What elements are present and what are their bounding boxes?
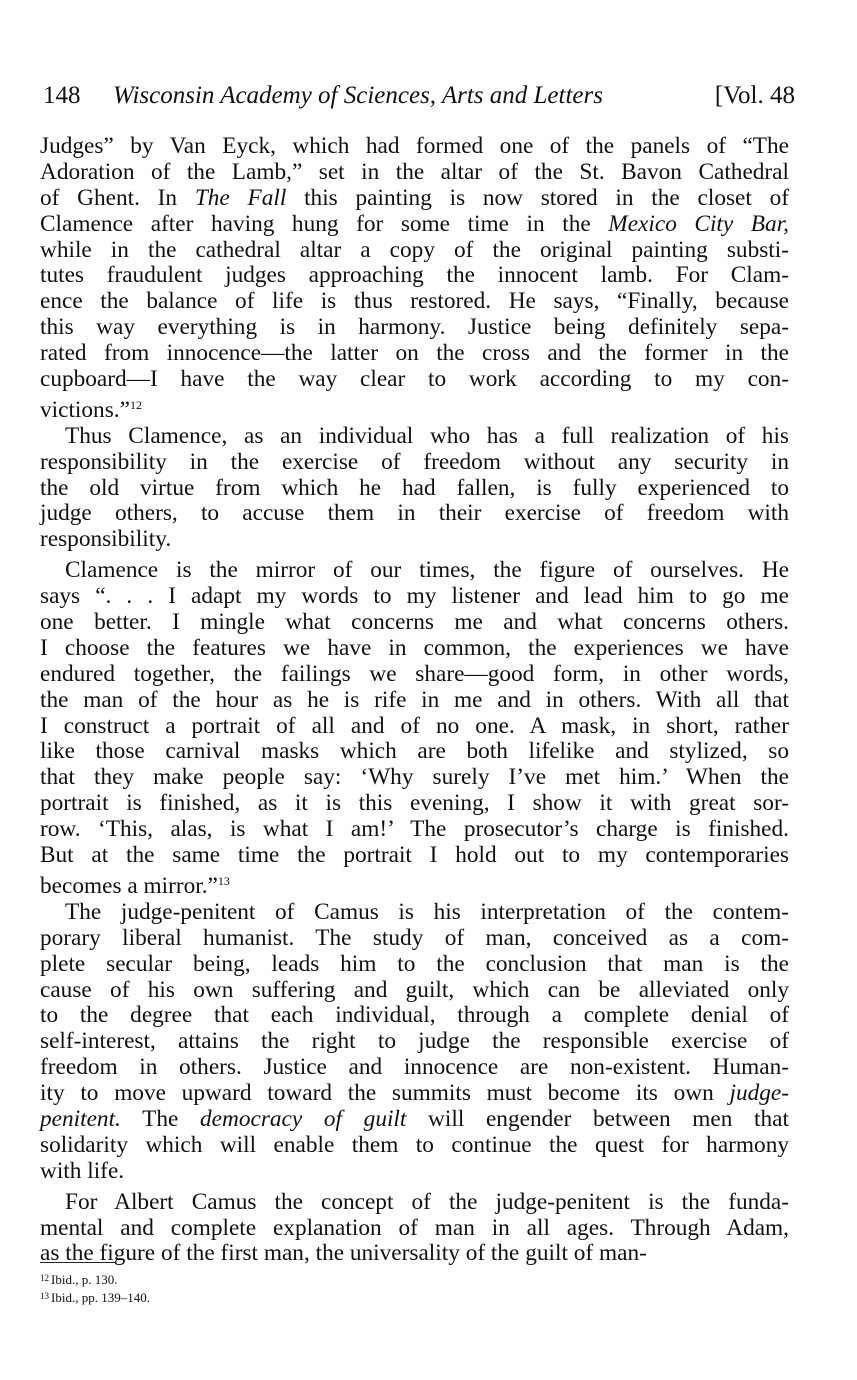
footnote [40,1270,150,1288]
text-line: says “. . . I adapt my words to my listener and lead him to go me [40,583,789,610]
text-line: while in the cathedral altar a copy of the original painting substi- [40,236,789,263]
text-line: ence the balance of life is thus restored. He says, “Finally, because [40,288,789,315]
text-line: this way everything is in harmony. Justice being definitely sepa- [40,314,789,341]
footnote-number: 13 [40,1291,49,1301]
text-line: one better. I mingle what concerns me and what concerns others. [40,609,789,636]
text-line: victions.”$^{12}$ [40,396,142,423]
text-line: porary liberal humanist. The study of man, conceived as a com- [40,924,789,951]
text-line: like those carnival masks which are both lifelike and stylized, so [40,738,789,765]
text-line: endured together, the failings we share—good form, in other words, [40,660,789,687]
footnote [40,1288,150,1306]
text-line: judge others, to accuse them in their exercise of freedom with [40,500,789,527]
text-line: mental and complete explanation of man in all ages. Through Adam, [40,1214,789,1241]
text-line: row. ‘This, alas, is what I am!’ The prosecutor’s charge is finished. [40,816,789,843]
text-line: Clamence is the mirror of our times, the figure of ourselves. He [65,557,789,584]
text-line: of Ghent. In The Fall this painting is now stored in the closet of [40,184,789,211]
text-line: self-interest, attains the right to judge the responsible exercise of [40,1028,789,1055]
text-line: the man of the hour as he is rife in me and in others. With all that [40,686,789,713]
footnote-rule [40,1262,116,1263]
paragraph [40,557,789,899]
journal-title: Wisconsin Academy of Sciences, Arts and Letters [113,82,603,109]
text-line: penitent. The democracy of guilt will engender between men that [40,1105,789,1132]
text-line: as the figure of the first man, the universality of the guilt of man- [40,1240,647,1267]
text-line: plete secular being, leads him to the conclusion that man is the [40,950,789,977]
text-line: freedom in others. Justice and innocence are non-existent. Human- [40,1054,789,1081]
text-line: Clamence after having hung for some time in the Mexico City Bar, [40,210,789,237]
text-line: cause of his own suffering and guilt, which can be alleviated only [40,976,789,1003]
footnote-text: Ibid., p. 130. [51,1272,118,1287]
text-line: I choose the features we have in common, the experiences we have [40,634,789,661]
footnote-number: 12 [40,1273,49,1283]
paragraph [40,424,789,553]
text-line: ity to move upward toward the summits must become its own judge- [40,1080,789,1107]
footnote-text: Ibid., pp. 139–140. [51,1290,150,1305]
text-line: I construct a portrait of all and of no one. A mask, in short, rather [40,712,789,739]
volume-label: [Vol. 48 [714,82,795,109]
paragraph [40,1190,789,1268]
body-text [40,134,789,1267]
text-line: with life. [40,1157,125,1184]
text-line: portrait is finished, as it is this evening, I show it with great sor- [40,790,789,817]
text-line: to the degree that each individual, through a complete denial of [40,1002,789,1029]
text-line: But at the same time the portrait I hold out to my contemporaries [40,842,789,869]
text-line: The judge-penitent of Camus is his interpretation of the contem- [65,898,789,925]
text-line: Judges” by Van Eyck, which had formed one of the panels of “The [40,133,789,159]
text-line: For Albert Camus the concept of the judge-penitent is the funda- [65,1188,789,1215]
paragraph [40,133,789,423]
text-line: rated from innocence—the latter on the cross and the former in the [40,340,789,367]
text-line: that they make people say: ‘Why surely I’ve met him.’ When the [40,764,789,791]
text-line: responsibility in the exercise of freedom without any security in [40,448,789,475]
paragraph [40,900,789,1185]
text-line: becomes a mirror.”$^{13}$ [40,872,230,899]
footnotes [40,1270,150,1306]
text-line: responsibility. [40,526,172,553]
text-line: Thus Clamence, as an individual who has a full realization of his [65,422,789,449]
text-line: tutes fraudulent judges approaching the innocent lamb. For Clam- [40,262,789,289]
text-line: the old virtue from which he had fallen, is fully experienced to [40,474,789,501]
text-line: solidarity which will enable them to continue the quest for harmony [40,1131,789,1158]
text-line: cupboard—I have the way clear to work according to my con- [40,366,789,393]
text-line: Adoration of the Lamb,” set in the altar of the St. Bavon Cathedral [40,158,789,185]
page-number: 148 [43,82,81,109]
